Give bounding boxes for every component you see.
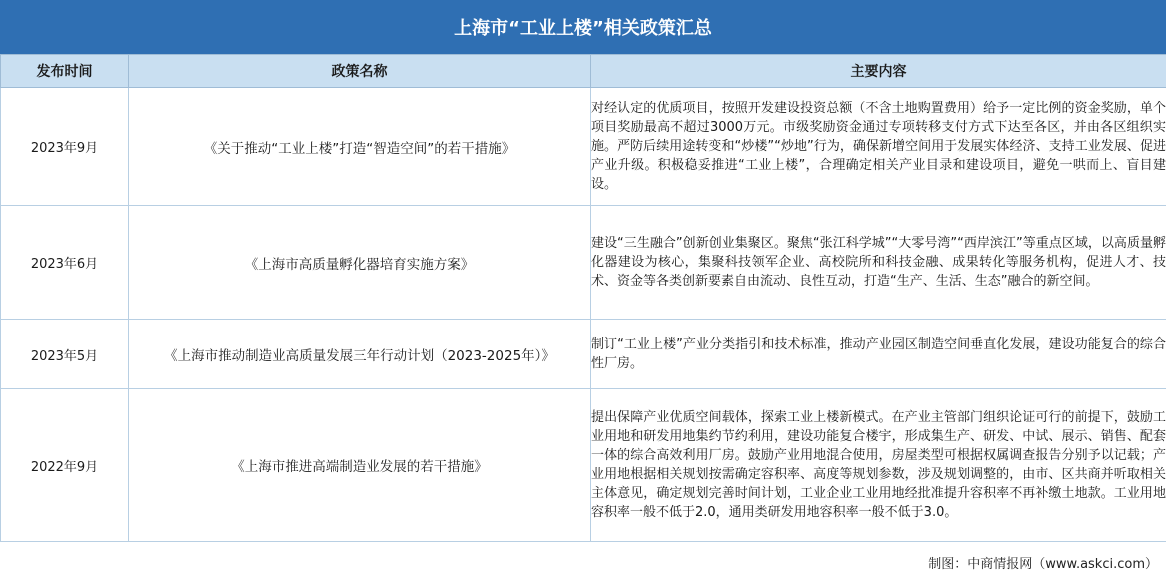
cell-content: 提出保障产业优质空间载体，探索工业上楼新模式。在产业主管部门组织论证可行的前提下，鼓励工业用地和研发用地集约节约利用，建设功能复合楼宇，形成集生产、研发、中试、展示、销售、配套一体的综合高效利用厂房。鼓励产业用地混合使用，房屋类型可根据权属调查报告分别予以记载；产业用地根据相关规划按需确定容积率、高度等规划参数，涉及规划调整的，由市、区共商并听取相关主体意见，确定规划完善时间计划，工业企业工业用地经批准提升容积率不再补缴土地款。工业用地容积率一般不低于2.0，通用类研发用地容积率一般不低于3.0。 (591, 389, 1166, 542)
table-row (1, 389, 1166, 542)
cell-date: 2023年9月 (1, 88, 129, 206)
header-name: 政策名称 (129, 55, 591, 88)
cell-policy-name: 《关于推动“工业上楼”打造“智造空间”的若干措施》 (129, 88, 591, 206)
table-row (1, 88, 1166, 206)
cell-content: 建设“三生融合”创新创业集聚区。聚焦“张江科学城”“大零号湾”“西岸滨江”等重点区域，以高质量孵化器建设为核心，集聚科技领军企业、高校院所和科技金融、成果转化等服务机构，促进人才、技术、资金等各类创新要素自由流动、良性互动，打造“生产、生活、生态”融合的新空间。 (591, 206, 1166, 320)
policy-table (0, 54, 1166, 542)
page-title: 上海市“工业上楼”相关政策汇总 (0, 0, 1166, 54)
cell-date: 2023年5月 (1, 320, 129, 389)
cell-policy-name: 《上海市高质量孵化器培育实施方案》 (129, 206, 591, 320)
cell-content: 对经认定的优质项目，按照开发建设投资总额（不含土地购置费用）给予一定比例的资金奖励，单个项目奖励最高不超过3000万元。市级奖励资金通过专项转移支付方式下达至各区，并由各区组织实施。严防后续用途转变和“炒楼”“炒地”行为，确保新增空间用于发展实体经济、支持工业发展、促进产业升级。积极稳妥推进“工业上楼”，合理确定相关产业目录和建设项目，避免一哄而上、盲目建设。 (591, 88, 1166, 206)
cell-date: 2022年9月 (1, 389, 129, 542)
cell-policy-name: 《上海市推进高端制造业发展的若干措施》 (129, 389, 591, 542)
header-content: 主要内容 (591, 55, 1166, 88)
table-row (1, 206, 1166, 320)
table-header-row (1, 55, 1166, 88)
cell-date: 2023年6月 (1, 206, 129, 320)
table-row (1, 320, 1166, 389)
header-date: 发布时间 (1, 55, 129, 88)
source-credit: 制图：中商情报网（www.askci.com） (928, 557, 1158, 572)
cell-policy-name: 《上海市推动制造业高质量发展三年行动计划（2023-2025年）》 (129, 320, 591, 389)
cell-content: 制订“工业上楼”产业分类指引和技术标准，推动产业园区制造空间垂直化发展，建设功能复合的综合性厂房。 (591, 320, 1166, 389)
